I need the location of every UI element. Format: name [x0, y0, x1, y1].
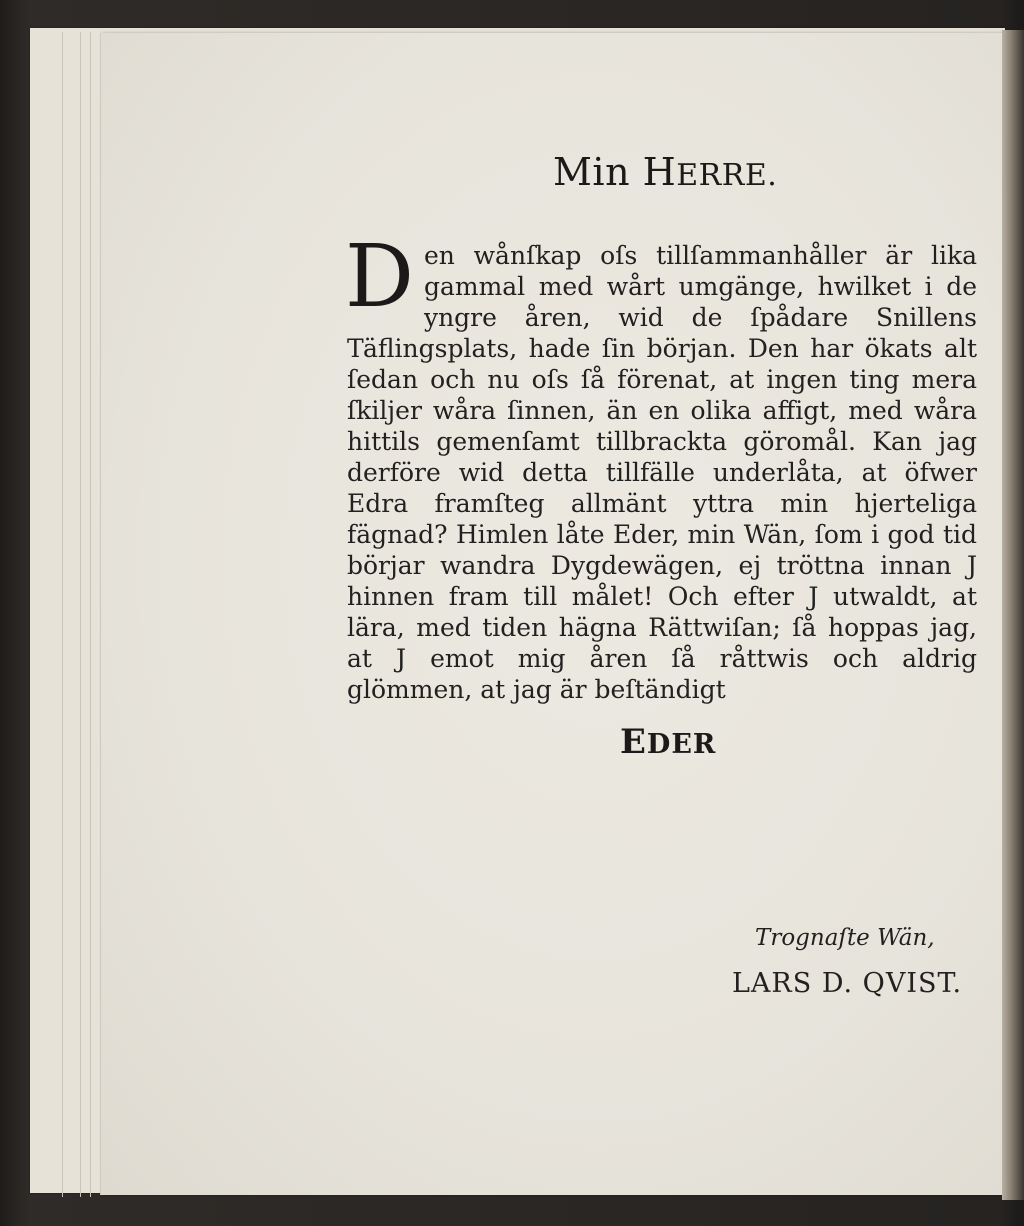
- closing-word: [620, 722, 716, 762]
- title-first: Min H: [553, 150, 677, 194]
- page-edge: [62, 32, 63, 1197]
- letter-text: en wånſkap oſs tillſammanhåller är lika gammal med wårt umgänge, hwilket i de yngre åren, wid de ſpådare Snillens Täflingsplats, hade ſin början. Den har ökats alt ſedan och nu oſs ſå förenat, at ingen ting mera ſkiljer wåra ſinnen, än en olika affigt, med wåra hittils gemenſamt tillbrackta göromål. Kan jag derföre wid detta tillfälle underlåta, at öfwer Edra framſteg allmänt yttra min hjerteliga fägnad? Himlen låte Eder, min Wän, ſom i god tid börjar wandra Dygdewägen, ej tröttna innan J hinnen fram till målet! Och efter J utwaldt, at lära, med tiden hägna Rättwiſan; ſå hoppas jag, at J emot mig åren ſå råttwis och aldrig glömmen, at jag är beſtändigt: [347, 241, 977, 704]
- page-edge: [90, 32, 91, 1197]
- title-rest: ERRE.: [676, 158, 778, 193]
- signature-name: LARS D. QVIST.: [732, 968, 963, 999]
- drop-cap: D: [345, 227, 414, 327]
- page-title: [553, 150, 777, 194]
- letter-body: [345, 227, 977, 705]
- signature-salutation: Trognaſte Wän,: [755, 925, 935, 951]
- closing-rest: DER: [646, 729, 717, 760]
- book-spine: [1002, 30, 1024, 1200]
- closing-first: E: [620, 722, 647, 762]
- page-edge: [80, 32, 81, 1197]
